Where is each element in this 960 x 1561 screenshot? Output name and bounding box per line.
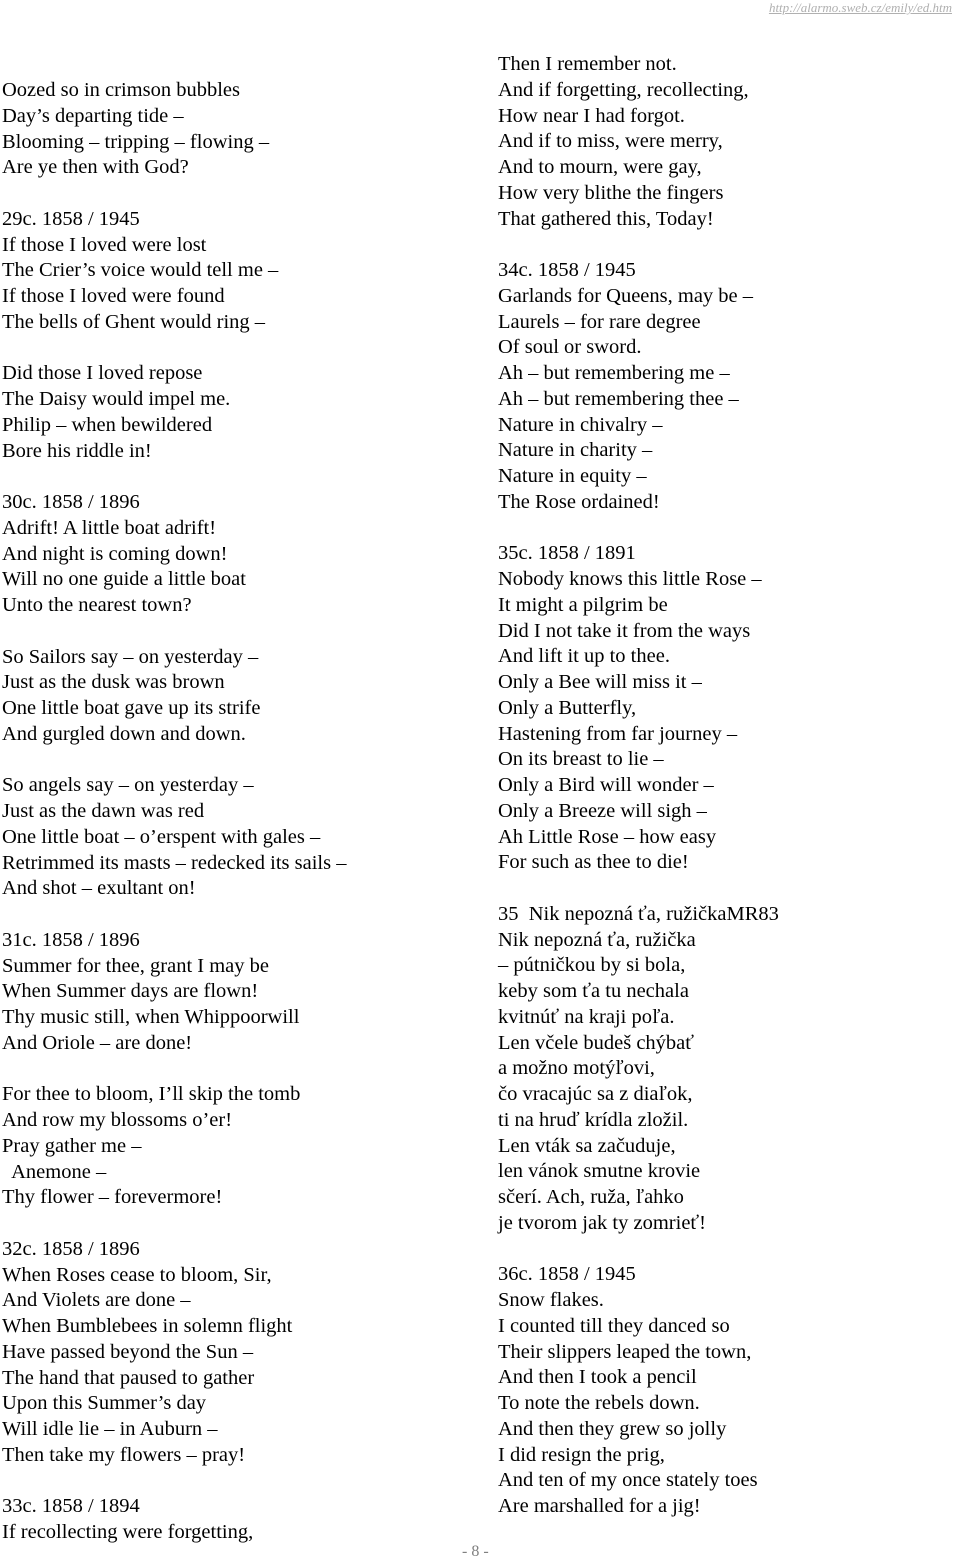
poem-line: Len vták sa začuduje, [498, 1134, 676, 1157]
poem-line [2, 619, 472, 645]
poem-line: Day’s departing tide – [2, 104, 184, 127]
poem-line: And shot – exultant on! [2, 877, 196, 900]
poem-line: Nature in chivalry – [498, 413, 663, 436]
right-text-column [498, 52, 958, 1520]
poem-line: One little boat gave up its strife [2, 697, 261, 719]
poem-line [2, 748, 472, 774]
poem-line: a možno motýľovi, [498, 1057, 655, 1080]
poem-line: 32c. 1858 / 1896 [2, 1237, 140, 1260]
poem-line: Their slippers leaped the town, [498, 1340, 752, 1363]
poem-line: And then they grew so jolly [498, 1417, 727, 1440]
poem-line [2, 1057, 472, 1083]
poem-line: And to mourn, were gay, [498, 156, 702, 178]
poem-line [2, 1469, 472, 1495]
poem-line: Then take my flowers – pray! [2, 1443, 246, 1466]
poem-line: Will no one guide a little boat [2, 568, 246, 591]
poem-line: So angels say – on yesterday – [2, 774, 254, 797]
poem-line: And gurgled down and down. [2, 722, 246, 745]
page-number: - 8 - [462, 1543, 489, 1560]
poem-line: And Oriole – are done! [2, 1031, 193, 1054]
poem-line: That gathered this, Today! [498, 207, 714, 230]
poem-line: Only a Butterfly, [498, 696, 637, 719]
poem-line: – pútničkou by si bola, [498, 954, 686, 977]
source-url-link[interactable]: http://alarmo.sweb.cz/emily/ed.htm [768, 0, 952, 15]
poem-line: Nik nepozná ťa, ružička [498, 928, 696, 951]
poem-line: One little boat – o’erspent with gales – [2, 825, 321, 848]
poem-line: 35c. 1858 / 1891 [498, 542, 636, 565]
poem-line [2, 902, 472, 928]
poem-line: The bells of Ghent would ring – [2, 310, 266, 333]
poem-line: On its breast to lie – [498, 748, 664, 771]
poem-line: And if to miss, were merry, [498, 130, 723, 153]
poem-line: sčerí. Ach, ruža, ľahko [498, 1186, 684, 1208]
poem-line: ti na hruď krídla zložil. [498, 1108, 689, 1131]
poem-line: The hand that paused to gather [2, 1366, 255, 1389]
poem-line: Only a Breeze will sigh – [498, 799, 707, 822]
poem-line: 30c. 1858 / 1896 [2, 491, 140, 513]
poem-line: To note the rebels down. [498, 1392, 700, 1414]
poem-line: Len včele budeš chýbať [498, 1031, 695, 1054]
poem-line: And night is coming down! [2, 542, 228, 565]
poem-line: When Roses cease to bloom, Sir, [2, 1263, 272, 1286]
poem-line: Did I not take it from the ways [498, 619, 751, 642]
poem-line: 36c. 1858 / 1945 [498, 1263, 636, 1286]
poem-line [498, 1237, 958, 1263]
poem-line: čo vracajúc sa z diaľok, [498, 1083, 693, 1105]
poem-line: 34c. 1858 / 1945 [498, 259, 636, 281]
poem-line: When Summer days are flown! [2, 980, 259, 1003]
poem-line: And if forgetting, recollecting, [498, 78, 749, 101]
poem-line [498, 516, 958, 542]
poem-line: I did resign the prig, [498, 1443, 665, 1466]
poem-line: How near I had forgot. [498, 104, 685, 127]
poem-line: I counted till they danced so [498, 1314, 730, 1337]
poem-line: Pray gather me – [2, 1134, 142, 1157]
poem-line: Just as the dusk was brown [2, 671, 225, 694]
poem-line: Bore his riddle in! [2, 439, 152, 462]
poem-line: Adrift! A little boat adrift! [2, 516, 217, 539]
poem-line: keby som ťa tu nechala [498, 980, 689, 1002]
left-text-column [2, 78, 472, 1546]
poem-line: je tvorom jak ty zomrieť! [498, 1211, 707, 1234]
poem-line: Nature in equity – [498, 465, 647, 487]
poem-line: How very blithe the fingers [498, 181, 724, 204]
poem-line: kvitnúť na kraji poľa. [498, 1005, 675, 1028]
poem-line: Ah – but remembering thee – [498, 387, 739, 410]
poem-line: len vánok smutne krovie [498, 1160, 701, 1183]
poem-line: Then I remember not. [498, 53, 677, 75]
poem-line: The Rose ordained! [498, 490, 660, 513]
poem-line: Only a Bird will wonder – [498, 774, 714, 796]
poem-line: Will idle lie – in Auburn – [2, 1418, 218, 1440]
poem-line: Summer for thee, grant I may be [2, 954, 269, 977]
poem-line: And ten of my once stately toes [498, 1469, 758, 1492]
poem-line [2, 464, 472, 490]
poem-line: So Sailors say – on yesterday – [2, 645, 259, 668]
poem-line: And then I took a pencil [498, 1366, 697, 1389]
poem-line: Unto the nearest town? [2, 594, 192, 616]
poem-line: The Crier’s voice would tell me – [2, 259, 279, 282]
poem-line: Hastening from far journey – [498, 722, 738, 745]
poem-line: Upon this Summer’s day [2, 1392, 207, 1415]
poem-line: Nature in charity – [498, 439, 653, 462]
poem-line [2, 336, 472, 362]
poem-line: When Bumblebees in solemn flight [2, 1315, 293, 1337]
poem-line: Ah – but remembering me – [498, 362, 730, 384]
poem-line: Nobody knows this little Rose – [498, 568, 762, 590]
poem-line: Anemone – [2, 1160, 107, 1183]
poem-line: Are marshalled for a jig! [498, 1495, 701, 1517]
poem-line: Only a Bee will miss it – [498, 671, 702, 693]
poem-line: If those I loved were found [2, 285, 225, 307]
poem-line: And row my blossoms o’er! [2, 1109, 233, 1131]
poem-line: Philip – when bewildered [2, 413, 213, 436]
poem-line: The Daisy would impel me. [2, 388, 231, 410]
poem-line: And Violets are done – [2, 1289, 191, 1312]
poem-line: Of soul or sword. [498, 336, 642, 359]
poem-line: Did those I loved repose [2, 362, 203, 385]
poem-line: Are ye then with God? [2, 156, 189, 179]
poem-line [498, 876, 958, 902]
poem-line: Snow flakes. [498, 1289, 604, 1311]
poem-line: For such as thee to die! [498, 851, 689, 874]
poem-line: Thy music still, when Whippoorwill [2, 1006, 300, 1028]
poem-line [2, 181, 472, 207]
poem-line: For thee to bloom, I’ll skip the tomb [2, 1083, 301, 1106]
poem-line: 35 Nik nepozná ťa, ružičkaMR83 [498, 902, 779, 925]
poem-line: Just as the dawn was red [2, 800, 205, 822]
poem-line: And lift it up to thee. [498, 645, 670, 668]
poem-line: Blooming – tripping – flowing – [2, 130, 270, 153]
poem-line: If those I loved were lost [2, 233, 207, 256]
poem-line: If recollecting were forgetting, [2, 1521, 254, 1543]
poem-line: Have passed beyond the Sun – [2, 1340, 254, 1363]
poem-line: 31c. 1858 / 1896 [2, 928, 140, 951]
poem-line: Oozed so in crimson bubbles [2, 79, 240, 101]
poem-line: Ah Little Rose – how easy [498, 825, 717, 848]
poem-line: Garlands for Queens, may be – [498, 284, 754, 307]
poem-line: Thy flower – forevermore! [2, 1186, 223, 1209]
poem-line [2, 1211, 472, 1237]
poem-line: It might a pilgrim be [498, 593, 668, 616]
poem-line: Laurels – for rare degree [498, 310, 701, 333]
poem-line [498, 232, 958, 258]
poem-line: 29c. 1858 / 1945 [2, 207, 140, 230]
poem-line: Retrimmed its masts – redecked its sails – [2, 851, 347, 874]
poem-line: 33c. 1858 / 1894 [2, 1495, 140, 1518]
